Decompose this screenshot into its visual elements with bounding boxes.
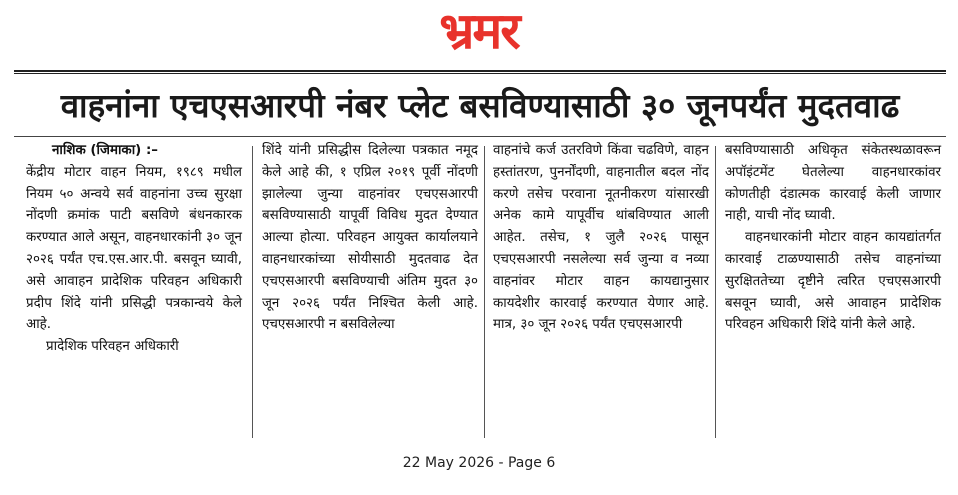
- headline-rule: [14, 136, 946, 137]
- column-divider: [715, 146, 716, 438]
- column-divider: [484, 146, 485, 438]
- newspaper-logo: भ्रमर: [439, 2, 519, 60]
- article-headline: वाहनांना एचएसआरपी नंबर प्लेट बसविण्यासाठी ३० जूनपर्यंत मुदतवाढ: [60, 86, 900, 125]
- paragraph: वाहनधारकांनी मोटार वाहन कायद्यांतर्गत कारवाई टाळण्यासाठी तसेच वाहनांच्या सुरक्षिततेच्या दृष्टीने त्वरित एचएसआरपी बसवून घ्यावी, असे आवाहन प्रादेशिक परिवहन अधिकारी शिंदे यांनी केले आहे.: [725, 230, 941, 333]
- article-column-3: [493, 140, 709, 336]
- article-column-1: [26, 140, 242, 358]
- masthead: [0, 0, 958, 62]
- dateline: नाशिक (जिमाका) :–: [52, 143, 159, 158]
- article-column-2: [262, 140, 478, 336]
- column-divider: [252, 146, 253, 438]
- article-body: [14, 140, 946, 440]
- page-footer: 22 May 2026 - Page 6: [402, 455, 556, 471]
- paragraph: केंद्रीय मोटार वाहन नियम, १९८९ मधील नियम ५० अन्वये सर्व वाहनांना उच्च सुरक्षा नोंदणी क्रमांक पाटी बसविणे बंधनकारक करण्यात आले असून, वाहनधारकांनी ३० जून २०२६ पर्यंत एच.एस.आर.पी. बसवून घ्यावी, असे आवाहन प्रादेशिक परिवहन अधिकारी प्रदीप शिंदे यांनी प्रसिद्धी पत्रकान्वये केले आहे.: [26, 164, 242, 333]
- paragraph: वाहनांचे कर्ज उतरविणे किंवा चढविणे, वाहन हस्तांतरण, पुनर्नोंदणी, वाहनातील बदल नोंद करणे तसेच परवाना नूतनीकरण यांसारखी अनेक कामे यापूर्वीच थांबविण्यात आली आहेत. तसेच, १ जुलै २०२६ पासून एचएसआरपी नसलेल्या सर्व जुन्या व नव्या वाहनांवर मोटार वाहन कायद्यानुसार कायदेशीर कारवाई करण्यात येणार आहे. मात्र, ३० जून २०२६ पर्यंत एचएसआरपी: [493, 143, 709, 333]
- paragraph: शिंदे यांनी प्रसिद्धीस दिलेल्या पत्रकात नमूद केले आहे की, १ एप्रिल २०१९ पूर्वी नोंदणी झालेल्या जुन्या वाहनांवर एचएसआरपी बसविण्यासाठी यापूर्वी विविध मुदत देण्यात आल्या होत्या. परिवहन आयुक्त कार्यालयाने वाहनधारकांच्या सोयीसाठी मुदतवाढ देत एचएसआरपी बसविण्याची अंतिम मुदत ३० जून २०२६ पर्यंत निश्चित केली आहे. एचएसआरपी न बसविलेल्या: [262, 143, 478, 333]
- masthead-rule-thin: [14, 73, 946, 74]
- paragraph: बसविण्यासाठी अधिकृत संकेतस्थळावरून अपॉइंटमेंट घेतलेल्या वाहनधारकांवर कोणतीही दंडात्मक कारवाई केली जाणार नाही, याची नोंद घ्यावी.: [725, 143, 941, 224]
- article-column-4: [725, 140, 941, 336]
- paragraph: प्रादेशिक परिवहन अधिकारी: [46, 339, 179, 355]
- masthead-rule: [14, 70, 946, 72]
